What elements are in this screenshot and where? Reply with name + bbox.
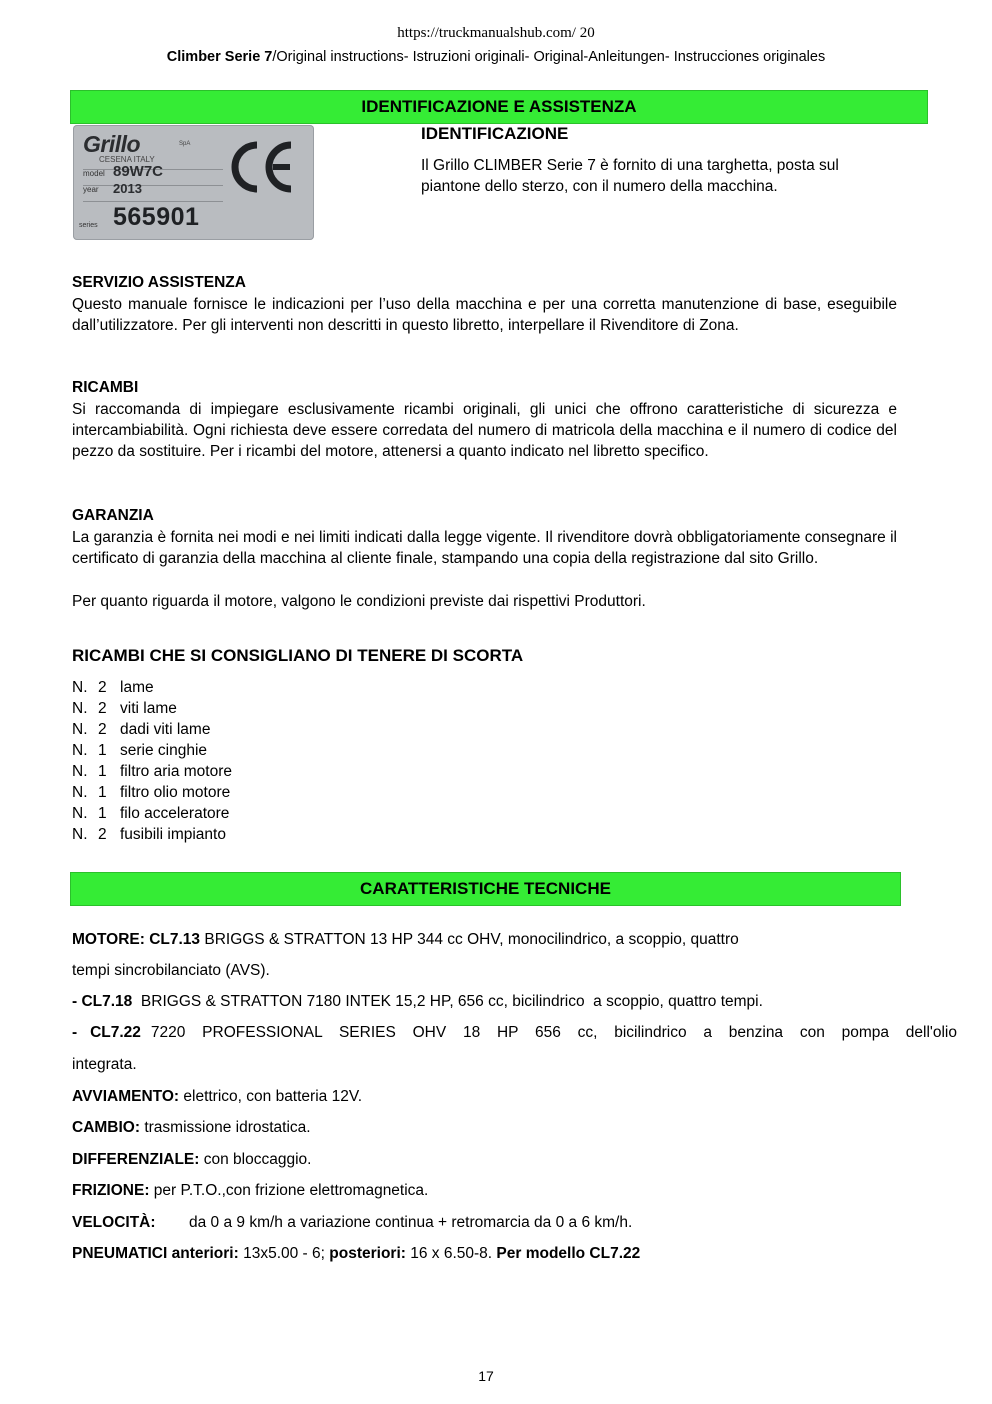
spec-pneumatici: PNEUMATICI anteriori: 13x5.00 - 6; posteriori: 16 x 6.50-8. Per modello CL7.22	[72, 1245, 641, 1262]
servizio-assistenza-title: SERVIZIO ASSISTENZA	[72, 274, 246, 291]
list-item: N. 2 lame	[72, 679, 154, 696]
plate-model-label: model	[83, 169, 105, 178]
garanzia-text: La garanzia è fornita nei modi e nei limiti indicati dalla legge vigente. Il rivenditore dovrà obbligatoriamente consegnare il certificato di garanzia della macchina al cliente finale, stampando una copia della registrazione dal sito Grillo.	[72, 529, 897, 567]
list-item: N. 2 dadi viti lame	[72, 721, 211, 738]
plate-serial-label: series	[79, 222, 98, 229]
plate-year-label: year	[83, 185, 99, 194]
plate-brand-suffix: SpA	[179, 141, 191, 147]
header-title-bold: Climber Serie 7	[166, 49, 273, 65]
garanzia-text-motore: Per quanto riguarda il motore, valgono le condizioni previste dai rispettivi Produttori.	[72, 593, 646, 610]
document-header	[0, 49, 992, 65]
ricambi-scorta-list	[72, 677, 232, 845]
spec-cl722-cont: integrata.	[72, 1056, 137, 1073]
spec-cl718: - CL7.18 BRIGGS & STRATTON 7180 INTEK 15,2 HP, 656 cc, bicilindrico a scoppio, quattro tempi.	[72, 993, 763, 1010]
spec-motore: MOTORE: CL7.13 BRIGGS & STRATTON 13 HP 344 cc OHV, monocilindrico, a scoppio, quattro	[72, 931, 739, 948]
header-title-rest: /Original instructions- Istruzioni originali- Original-Anleitungen- Instrucciones originales	[272, 49, 826, 65]
spec-velocita: VELOCITÀ: da 0 a 9 km/h a variazione continua + retromarcia da 0 a 6 km/h.	[72, 1214, 633, 1231]
spec-differenziale: DIFFERENZIALE: con bloccaggio.	[72, 1151, 312, 1168]
list-item: N. 1 serie cinghie	[72, 742, 208, 759]
servizio-assistenza-text: Questo manuale fornisce le indicazioni per l’uso della macchina e per una corretta manutenzione di base, eseguibile dall’utilizzatore. Per gli interventi non descritti in questo libretto, interpellare il Rivenditore di Zona.	[72, 296, 897, 334]
identificazione-text: Il Grillo CLIMBER Serie 7 è fornito di una targhetta, posta sul piantone dello sterzo, con il numero della macchina.	[421, 157, 839, 195]
section-bar-identificazione: IDENTIFICAZIONE E ASSISTENZA	[70, 90, 928, 124]
plate-brand: Grillo	[83, 131, 141, 157]
spec-cambio: CAMBIO: trasmissione idrostatica.	[72, 1119, 311, 1136]
list-item: N. 1 filtro aria motore	[72, 763, 232, 780]
ce-mark-icon	[227, 137, 299, 197]
ricambi-title: RICAMBI	[72, 379, 139, 396]
spec-frizione: FRIZIONE: per P.T.O.,con frizione elettromagnetica.	[72, 1182, 429, 1199]
plate-model: 89W7C	[113, 163, 164, 180]
plate-city: CESENA ITALY	[99, 155, 155, 164]
page-url: https://truckmanualshub.com/ 20	[397, 25, 595, 41]
page-number: 17	[478, 1368, 494, 1384]
ricambi-text: Si raccomanda di impiegare esclusivamente ricambi originali, gli unici che offrono caratteristiche di sicurezza e intercambiabilità. Ogni richiesta deve essere corredata del numero di matricola della macchina e il numero di codice del pezzo da sostituire. Per i ricambi del motore, attenersi a quanto indicato nel libretto specifico.	[72, 401, 897, 460]
identification-plate-image	[73, 125, 314, 240]
list-item: N. 1 filo acceleratore	[72, 805, 230, 822]
list-item: N. 1 filtro olio motore	[72, 784, 231, 801]
spec-motore-cont: tempi sincrobilanciato (AVS).	[72, 962, 270, 979]
section-bar-caratteristiche: CARATTERISTICHE TECNICHE	[70, 872, 901, 906]
spec-cl722: - CL7.22 7220 PROFESSIONAL SERIES OHV 18 HP 656 cc, bicilindrico a benzina con pompa dell'olio	[72, 1024, 957, 1041]
list-item: N. 2 viti lame	[72, 700, 177, 717]
plate-year: 2013	[113, 181, 142, 196]
plate-serial: 565901	[113, 203, 200, 231]
ricambi-scorta-title: RICAMBI CHE SI CONSIGLIANO DI TENERE DI SCORTA	[72, 646, 524, 665]
list-item: N. 2 fusibili impianto	[72, 826, 226, 843]
garanzia-title: GARANZIA	[72, 507, 154, 524]
spec-avviamento: AVVIAMENTO: elettrico, con batteria 12V.	[72, 1088, 363, 1105]
identificazione-title: IDENTIFICAZIONE	[421, 124, 569, 143]
